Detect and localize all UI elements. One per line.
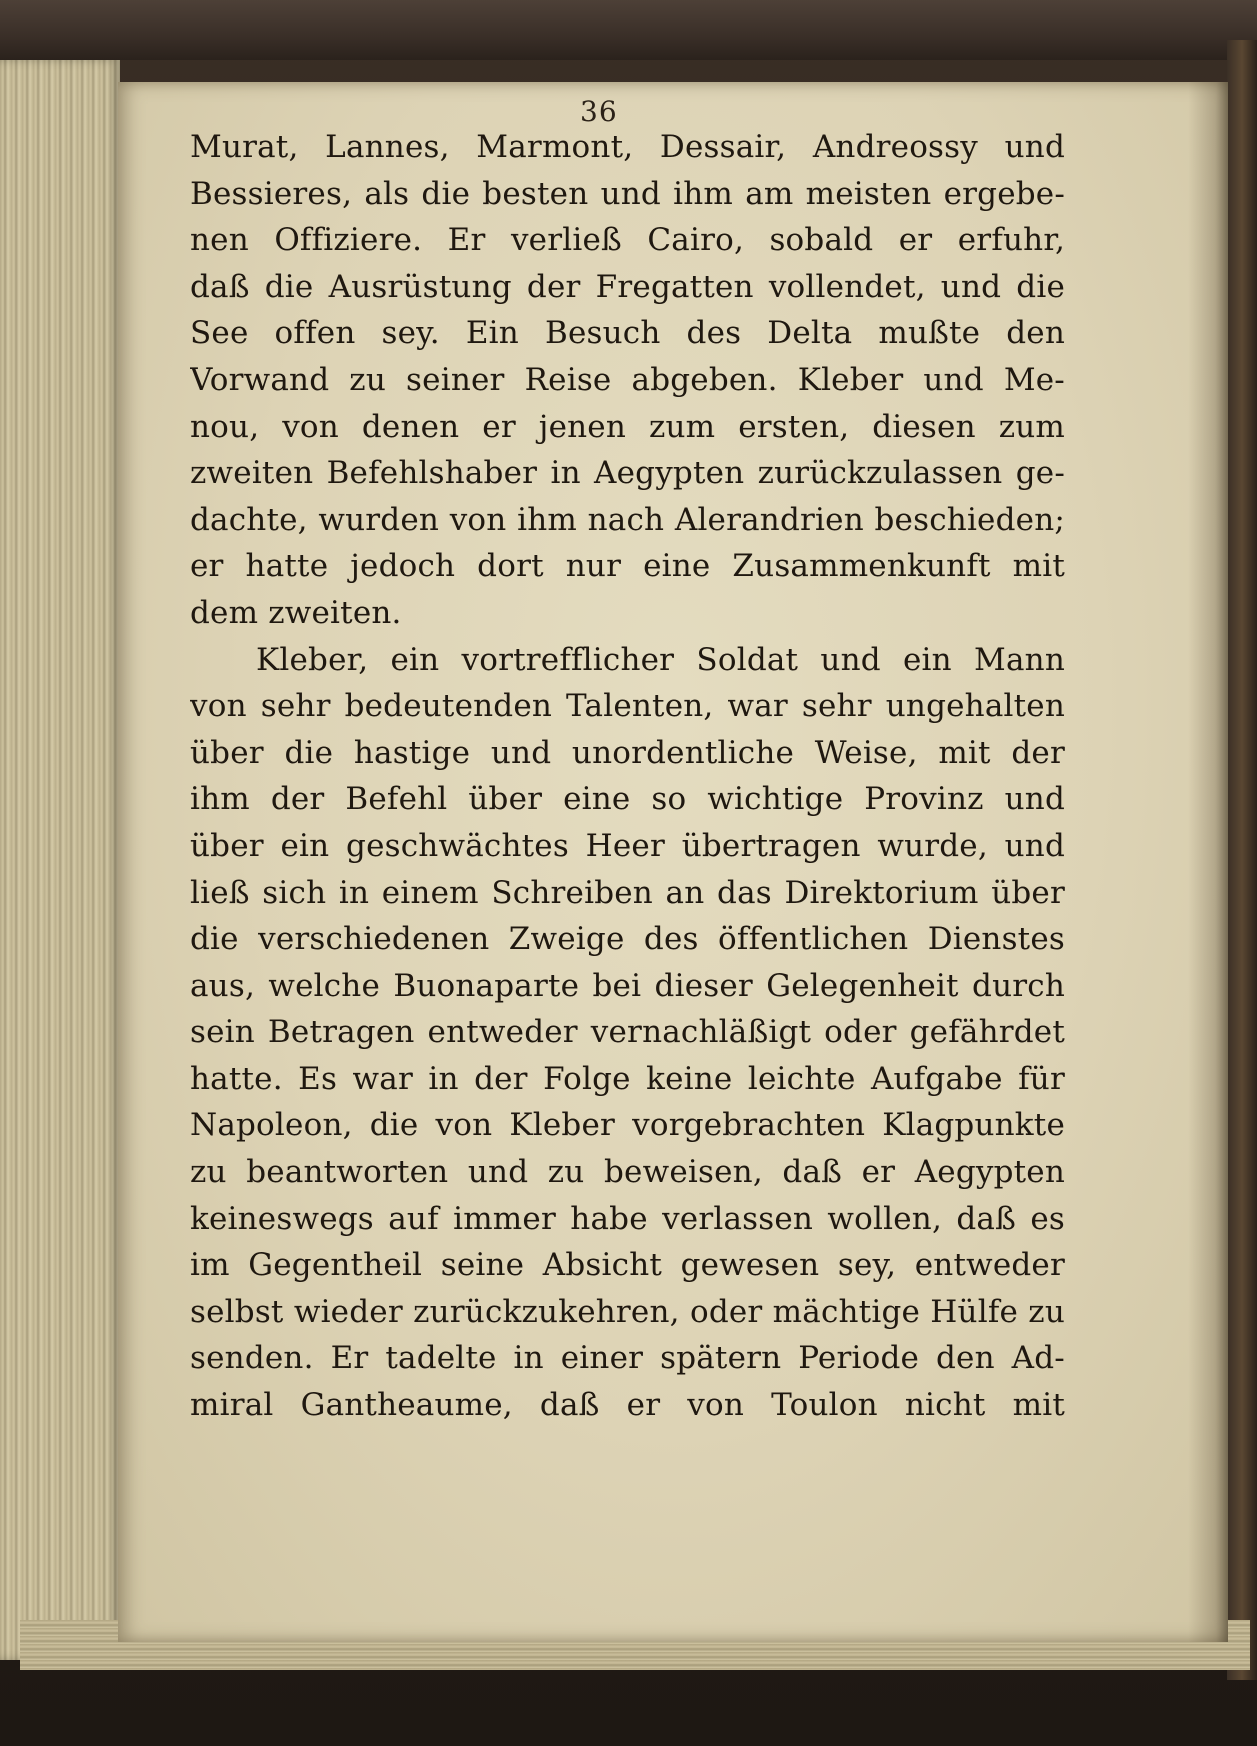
- text-line: Napoleon, die von Kleber vorgebrachten Klagpunkte: [190, 1107, 1065, 1144]
- text-line: nen Offiziere. Er verließ Cairo, sobald er erfuhr,: [190, 222, 1065, 259]
- book-cover-top: [0, 0, 1257, 60]
- text-line: ihm der Befehl über eine so wichtige Provinz und: [190, 781, 1065, 818]
- text-line: aus, welche Buonaparte bei dieser Gelegenheit durch: [190, 967, 1065, 1004]
- book-cover-right: [1227, 40, 1257, 1680]
- text-line: miral Gantheaume, daß er von Toulon nicht mit: [190, 1387, 1065, 1424]
- text-line: nou, von denen er jenen zum ersten, diesen zum: [190, 408, 1065, 445]
- text-line: keineswegs auf immer habe verlassen wollen, daß es: [190, 1200, 1065, 1237]
- text-line: von sehr bedeutenden Talenten, war sehr ungehalten: [190, 688, 1065, 725]
- text-line: im Gegentheil seine Absicht gewesen sey, entweder: [190, 1247, 1065, 1284]
- text-line: über ein geschwächtes Heer übertragen wurde, und: [190, 827, 1065, 864]
- page-edges-left: [0, 60, 120, 1660]
- text-line: senden. Er tadelte in einer spätern Periode den Ad-: [190, 1340, 1065, 1377]
- page-number: 36: [580, 95, 618, 128]
- text-line: selbst wieder zurückzukehren, oder mächtige Hülfe zu: [190, 1293, 1065, 1330]
- text-line: er hatte jedoch dort nur eine Zusammenkunft mit: [190, 548, 1065, 585]
- text-line-paragraph-end: dem zweiten.: [190, 594, 402, 631]
- body-text: [190, 124, 1065, 1429]
- text-line-paragraph-start: Kleber, ein vortrefflicher Soldat und ein Mann: [256, 641, 1065, 678]
- text-line: sein Betragen entweder vernachläßigt oder gefährdet: [190, 1014, 1065, 1051]
- text-line: zu beantworten und zu beweisen, daß er Aegypten: [190, 1154, 1065, 1191]
- gutter-shadow: [1188, 82, 1228, 1642]
- text-line: daß die Ausrüstung der Fregatten vollendet, und die: [190, 268, 1065, 305]
- text-line: See offen sey. Ein Besuch des Delta mußte den: [190, 315, 1065, 352]
- text-line: dachte, wurden von ihm nach Alerandrien beschieden;: [190, 501, 1065, 538]
- text-line: zweiten Befehlshaber in Aegypten zurückzulassen ge-: [190, 455, 1065, 492]
- text-line: die verschiedenen Zweige des öffentlichen Dienstes: [190, 921, 1065, 958]
- text-line: Murat, Lannes, Marmont, Dessair, Andreossy und: [190, 129, 1065, 165]
- text-line: hatte. Es war in der Folge keine leichte Aufgabe für: [190, 1060, 1065, 1097]
- text-line: über die hastige und unordentliche Weise, mit der: [190, 734, 1065, 771]
- text-line: Bessieres, als die besten und ihm am meisten ergebe-: [190, 175, 1065, 212]
- text-line: ließ sich in einem Schreiben an das Direktorium über: [190, 874, 1065, 911]
- text-line: Vorwand zu seiner Reise abgeben. Kleber und Me-: [190, 361, 1065, 398]
